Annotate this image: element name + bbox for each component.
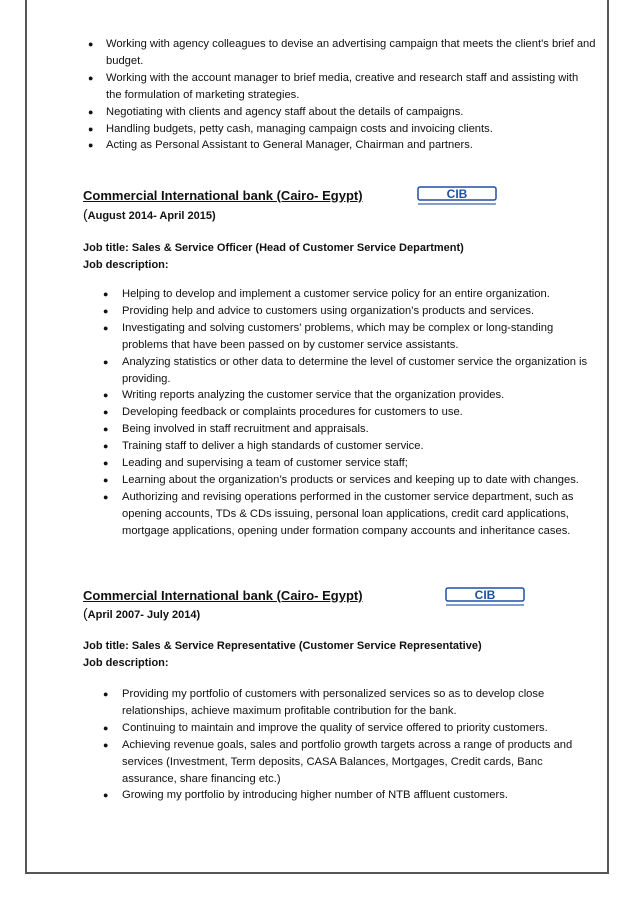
- bullet-text: Working with the account manager to brief media, creative and research staff and assisting with the formulation of marketing strategies.: [106, 71, 579, 101]
- bullet-text: Training staff to deliver a high standards of customer service.: [122, 440, 424, 453]
- job2-list-item: [103, 737, 592, 788]
- bullet-icon: ●: [88, 72, 94, 83]
- bullet-text: Being involved in staff recruitment and appraisals.: [122, 423, 369, 436]
- cib-logo-2: [440, 585, 530, 607]
- intro-list-item: [88, 36, 596, 70]
- bullet-text: Working with agency colleagues to devise an advertising campaign that meets the client's brief and budget.: [106, 38, 596, 67]
- job1-list-item: [103, 303, 592, 320]
- cib-logo-icon: [412, 184, 502, 208]
- job2-bullet-list: [103, 686, 592, 804]
- cib-logo-text: CIB: [474, 588, 496, 602]
- bullet-icon: ●: [103, 689, 109, 699]
- job2-period-text: April 2007- July 2014): [87, 609, 201, 621]
- job1-list-item: [103, 404, 592, 421]
- job2-title: Job title: Sales & Service Representative (Customer Service Representative): [83, 640, 482, 652]
- job2-list-item: [103, 787, 592, 804]
- bullet-icon: ●: [103, 390, 109, 401]
- job1-bullet-list: [103, 286, 592, 540]
- bullet-text: Handling budgets, petty cash, managing campaign costs and invoicing clients.: [106, 122, 493, 135]
- bullet-text: Writing reports analyzing the customer service that the organization provides.: [122, 389, 505, 402]
- job1-period-text: August 2014- April 2015): [87, 210, 216, 222]
- job2-heading: Commercial International bank (Cairo- Egypt): [83, 588, 363, 603]
- job2-desc-label: Job description:: [83, 657, 169, 669]
- job1-list-item: [103, 472, 592, 489]
- intro-list-item: [88, 104, 596, 121]
- bullet-icon: ●: [88, 123, 94, 134]
- bullet-icon: ●: [103, 322, 109, 333]
- bullet-text: Leading and supervising a team of customer service staff;: [122, 457, 408, 470]
- cib-logo-text: CIB: [446, 187, 468, 201]
- bullet-icon: ●: [103, 790, 109, 801]
- bullet-icon: ●: [103, 491, 109, 502]
- bullet-text: Growing my portfolio by introducing higher number of NTB affluent customers.: [122, 789, 508, 802]
- job1-period-paren: (: [83, 206, 88, 222]
- cib-logo-1: [412, 184, 502, 206]
- bullet-icon: ●: [88, 106, 94, 117]
- bullet-icon: ●: [103, 474, 109, 485]
- bullet-text: Continuing to maintain and improve the quality of service offered to priority customers.: [122, 721, 548, 734]
- intro-list-item: [88, 121, 596, 138]
- job1-heading: Commercial International bank (Cairo- Egypt): [83, 188, 363, 203]
- intro-list-item: [88, 137, 596, 154]
- bullet-text: Authorizing and revising operations performed in the customer service department, such as opening accounts, TDs & CDs issuing, personal loan applications, credit card applications, mortgage applications, opening under formation company accounts and inheritance cases.: [122, 490, 574, 537]
- job1-list-item: [103, 421, 592, 438]
- bullet-icon: ●: [103, 289, 109, 299]
- bullet-text: Developing feedback or complaints procedures for customers to use.: [122, 406, 463, 419]
- job2-list-item: [103, 686, 592, 720]
- cib-logo-icon: [440, 585, 530, 609]
- job1-list-item: [103, 455, 592, 472]
- job1-list-item: [103, 387, 592, 404]
- bullet-icon: ●: [103, 356, 109, 367]
- job1-period: [83, 206, 216, 222]
- bullet-text: Analyzing statistics or other data to determine the level of customer service the organization is providing.: [122, 355, 588, 385]
- bullet-text: Achieving revenue goals, sales and portfolio growth targets across a range of products and services (Investment, Term deposits, CASA Balances, Mortgages, Credit cards, Banc assurance, share financing etc.): [122, 738, 573, 785]
- bullet-text: Negotiating with clients and agency staff about the details of campaigns.: [106, 105, 464, 118]
- bullet-icon: ●: [103, 424, 109, 435]
- bullet-icon: ●: [103, 407, 109, 418]
- bullet-icon: ●: [103, 722, 109, 733]
- bullet-text: Providing my portfolio of customers with personalized services so as to develop close relationships, achieve maximum profitable contribution for the bank.: [122, 688, 545, 717]
- bullet-icon: ●: [103, 458, 109, 469]
- job1-desc-label: Job description:: [83, 259, 169, 271]
- bullet-text: Helping to develop and implement a customer service policy for an entire organization.: [122, 288, 550, 300]
- job1-list-item: [103, 354, 592, 388]
- job2-period: [83, 605, 200, 621]
- bullet-text: Investigating and solving customers' problems, which may be complex or long-standing problems that have been passed on by customer service assistants.: [122, 321, 554, 351]
- job1-list-item: [103, 286, 592, 303]
- job2-period-paren: (: [83, 605, 88, 621]
- job2-list-item: [103, 720, 592, 737]
- bullet-icon: ●: [103, 441, 109, 452]
- bullet-icon: ●: [103, 305, 109, 316]
- bullet-icon: ●: [103, 739, 109, 750]
- intro-list-item: [88, 70, 596, 104]
- bullet-text: Learning about the organization’s products or services and keeping up to date with changes.: [122, 473, 579, 486]
- job1-list-item: [103, 438, 592, 455]
- bullet-icon: ●: [88, 39, 94, 49]
- bullet-text: Acting as Personal Assistant to General Manager, Chairman and partners.: [106, 139, 473, 152]
- job1-list-item: [103, 320, 592, 354]
- intro-bullet-list: [88, 36, 596, 154]
- job1-title: Job title: Sales & Service Officer (Head of Customer Service Department): [83, 242, 464, 254]
- bullet-text: Providing help and advice to customers using organization’s products and services.: [122, 304, 535, 317]
- bullet-icon: ●: [88, 140, 94, 151]
- job1-list-item: [103, 489, 592, 540]
